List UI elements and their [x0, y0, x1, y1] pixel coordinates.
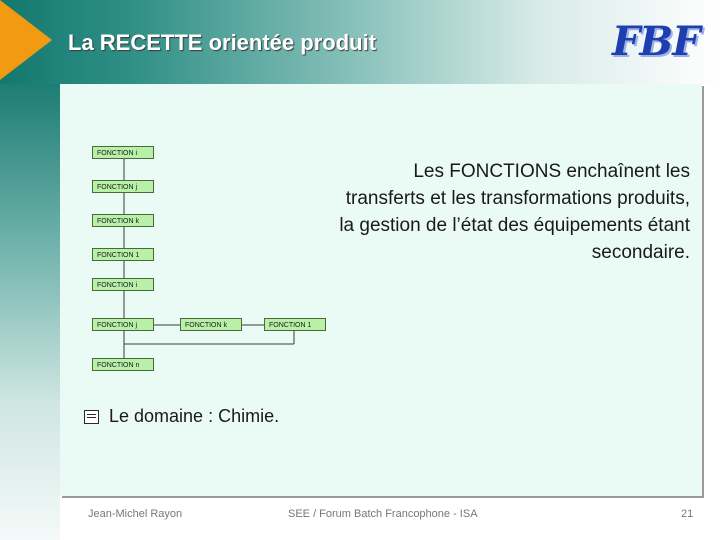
function-box-1: FONCTION 1	[264, 318, 326, 331]
function-box-i-top: FONCTION i	[92, 146, 154, 159]
page-number: 21	[681, 508, 694, 520]
function-box-j-top: FONCTION j	[92, 180, 154, 193]
function-box-i: FONCTION i	[92, 278, 154, 291]
footer-author: Jean-Michel Rayon	[88, 508, 183, 520]
function-box-k: FONCTION k	[180, 318, 242, 331]
description-text: Les FONCTIONS enchaînent les transferts et les transformations produits, la gestion de l’état des équipements étant secondaire.	[339, 161, 690, 263]
page-title: La RECETTE orientée produit	[68, 30, 377, 55]
footer-event: SEE / Forum Batch Francophone - ISA	[288, 508, 478, 520]
fbf-logo: FBF	[612, 18, 700, 65]
function-box-j: FONCTION j	[92, 318, 154, 331]
domain-text: Le domaine : Chimie.	[109, 406, 280, 426]
function-box-1-top: FONCTION 1	[92, 248, 154, 261]
domain-bullet-line	[84, 406, 279, 427]
function-box-k-top: FONCTION k	[92, 214, 154, 227]
list-bullet-icon	[84, 410, 99, 424]
function-box-n: FONCTION n	[92, 358, 154, 371]
